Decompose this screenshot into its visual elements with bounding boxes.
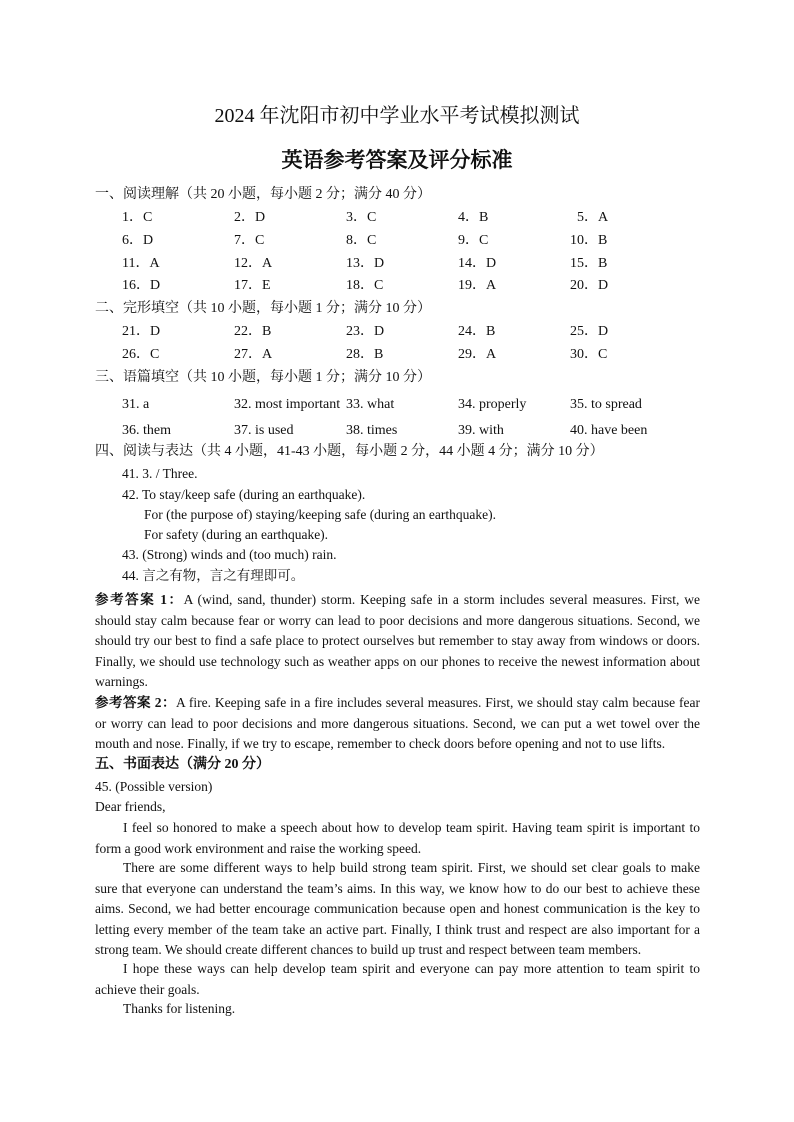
page-title: 2024 年沈阳市初中学业水平考试模拟测试 <box>214 105 580 127</box>
essay-paragraph-2: There are some different ways to help build strong team spirit. First, we should set clear goals to make sure that everyone can understand the team’s aims. In this way, we know how to do our best to achieve these aims. Second, we had better encourage communication because open and honest communication is the key to letting every member of the team take an active part. Finally, I think trust and respect are also important for a strong team. We should create different chances to build up trust and respect between team members. <box>95 860 700 957</box>
answer-cell: 37. is used <box>234 423 294 438</box>
section-3-heading: 三、语篇填空（共 10 小题，每小题 1 分；满分 10 分） <box>95 370 431 385</box>
answer-cell: 22．B <box>234 324 272 339</box>
section-1-heading: 一、阅读理解（共 20 小题，每小题 2 分；满分 40 分） <box>95 187 431 202</box>
section-5-heading: 五、书面表达（满分 20 分） <box>95 757 270 772</box>
page-subtitle: 英语参考答案及评分标准 <box>281 148 513 172</box>
answer-row <box>0 277 794 295</box>
section-2-heading: 二、完形填空（共 10 小题，每小题 1 分；满分 10 分） <box>95 301 431 316</box>
answer-cell: 26．C <box>122 347 160 362</box>
answer-cell: 4．B <box>458 210 489 225</box>
answer-cell: 17．E <box>234 278 271 293</box>
answer-cell: 3．C <box>346 210 377 225</box>
answer-cell: 5．A <box>577 210 609 225</box>
answer-cell: 1．C <box>122 210 153 225</box>
reference-answer-1-label: 参考答案 1： <box>95 592 184 607</box>
answer-cell: 33. what <box>346 397 395 412</box>
answer-cell: 35. to spread <box>570 397 642 412</box>
answer-cell: 32. most important <box>234 397 341 412</box>
answer-row <box>0 323 794 341</box>
reference-answer-2 <box>95 693 700 755</box>
answer-row <box>0 396 794 414</box>
answer-cell: 10．B <box>570 233 608 248</box>
answer-cell: 39. with <box>458 423 504 438</box>
answer-cell: 20．D <box>570 278 609 293</box>
answer-cell: 38. times <box>346 423 398 438</box>
reference-answer-1-text: A (wind, sand, thunder) storm. Keeping safe in a storm includes several measures. First, we should stay calm because fear or worry can lead to poor decisions and more dangerous situations. Second, we should try our best to find a safe place to protect ourselves but remember to stay away from windows or doors. Finally, we should use technology such as weather apps on our phones to receive the newest information about warnings. <box>95 592 700 689</box>
answer-cell: 11．A <box>122 256 160 271</box>
answer-row <box>0 255 794 273</box>
answer-cell: 18．C <box>346 278 384 293</box>
answer-cell: 15．B <box>570 256 608 271</box>
essay-greeting: Dear friends, <box>95 799 166 814</box>
reference-answer-1 <box>95 590 700 693</box>
answer-cell: 21．D <box>122 324 161 339</box>
answer-cell: 7．C <box>234 233 265 248</box>
answer-cell: 29．A <box>458 347 497 362</box>
answer-cell: 34. properly <box>458 397 527 412</box>
answer-cell: 30．C <box>570 347 608 362</box>
answer-cell: 27．A <box>234 347 273 362</box>
answer-cell: 2．D <box>234 210 266 225</box>
reference-answer-2-text: A fire. Keeping safe in a fire includes several measures. First, we should stay calm because fear or worry can lead to poor decisions and more dangerous situations. Second, we can put a wet towel over the mouth and nose. Finally, if we try to escape, remember to check doors before opening and not to use lifts. <box>95 695 700 751</box>
answer-42-line: 42. To stay/keep safe (during an earthquake). <box>122 487 366 502</box>
answer-cell: 40. have been <box>570 423 648 438</box>
reference-answer-2-label: 参考答案 2： <box>95 695 177 710</box>
answer-43: 43. (Strong) winds and (too much) rain. <box>122 547 337 562</box>
answer-cell: 6．D <box>122 233 154 248</box>
answer-cell: 14．D <box>458 256 497 271</box>
answer-cell: 25．D <box>570 324 609 339</box>
answer-cell: 16．D <box>122 278 161 293</box>
answer-cell: 13．D <box>346 256 385 271</box>
answer-cell: 8．C <box>346 233 377 248</box>
answer-42-line: For (the purpose of) staying/keeping safe (during an earthquake). <box>144 507 497 522</box>
answer-row <box>0 209 794 227</box>
answer-cell: 31. a <box>122 397 150 412</box>
answer-cell: 12．A <box>234 256 273 271</box>
answer-42-line: For safety (during an earthquake). <box>144 527 329 542</box>
answer-cell: 23．D <box>346 324 385 339</box>
section-4-heading: 四、阅读与表达（共 4 小题，41-43 小题，每小题 2 分，44 小题 4 分；满分 10 分） <box>95 444 604 459</box>
answer-cell: 19．A <box>458 278 497 293</box>
answer-cell: 9．C <box>458 233 489 248</box>
essay-closing: Thanks for listening. <box>123 1001 236 1016</box>
answer-row <box>0 422 794 440</box>
essay-number: 45. (Possible version) <box>95 779 213 794</box>
answer-row <box>0 232 794 250</box>
answer-cell: 24．B <box>458 324 496 339</box>
essay-paragraph-1: I feel so honored to make a speech about how to develop team spirit. Having team spirit is important to form a good work environment and raise the working speed. <box>95 820 700 856</box>
essay-paragraph-3: I hope these ways can help develop team spirit and everyone can pay more attention to team spirit to achieve their goals. <box>95 961 700 997</box>
answer-cell: 28．B <box>346 347 384 362</box>
answer-row <box>0 346 794 364</box>
answer-44: 44. 言之有物，言之有理即可。 <box>122 568 305 583</box>
answer-41: 41. 3. / Three. <box>122 466 198 481</box>
answer-cell: 36. them <box>122 423 171 438</box>
